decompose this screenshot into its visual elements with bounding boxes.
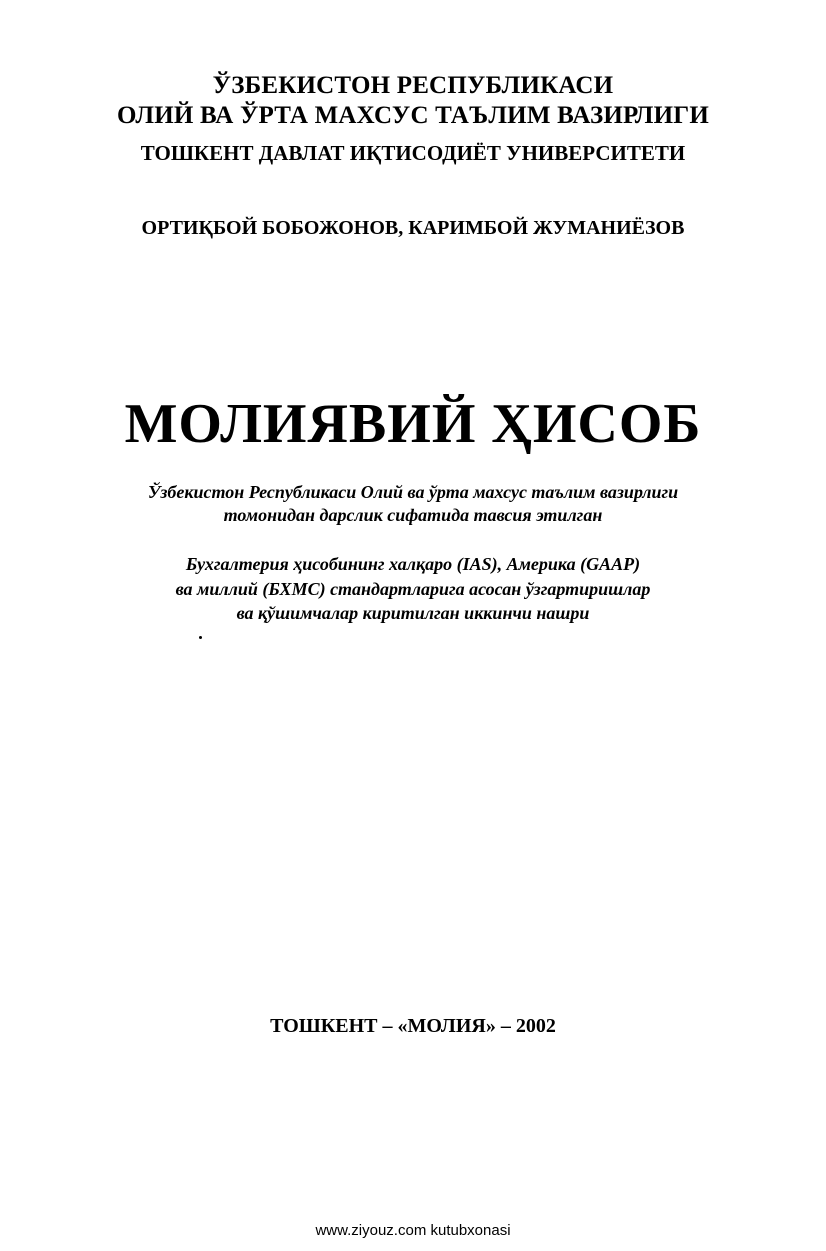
- book-title: МОЛИЯВИЙ ҲИСОБ: [124, 393, 702, 455]
- republic-heading: ЎЗБЕКИСТОН РЕСПУБЛИКАСИ: [212, 72, 614, 99]
- edition-line-2: ва миллий (БХМС) стандартларига асосан ўзгартиришлар: [175, 579, 651, 599]
- university-heading: ТОШКЕНТ ДАВЛАТ ИҚТИСОДИЁТ УНИВЕРСИТЕТИ: [140, 141, 686, 165]
- recommendation-line-1: Ўзбекистон Республикаси Олий ва ўрта махсус таълим вазирлиги: [147, 482, 679, 502]
- imprint-line: ТОШКЕНТ – «МОЛИЯ» – 2002: [270, 1015, 556, 1037]
- recommendation-line-2: томонидан дарслик сифатида тавсия этилган: [223, 505, 603, 525]
- authors-line: ОРТИҚБОЙ БОБОЖОНОВ, КАРИМБОЙ ЖУМАНИЁЗОВ: [141, 217, 685, 239]
- footer-link[interactable]: www.ziyouz.com kutubxonasi: [315, 1222, 511, 1239]
- ministry-heading: ОЛИЙ ВА ЎРТА МАХСУС ТАЪЛИМ ВАЗИРЛИГИ: [116, 102, 709, 129]
- edition-line-1: Бухгалтерия ҳисобининг халқаро (IAS), Америка (GAAP): [185, 554, 641, 574]
- edition-line-3: ва қўшимчалар киритилган иккинчи нашри: [236, 603, 590, 623]
- stray-dot: [199, 636, 202, 639]
